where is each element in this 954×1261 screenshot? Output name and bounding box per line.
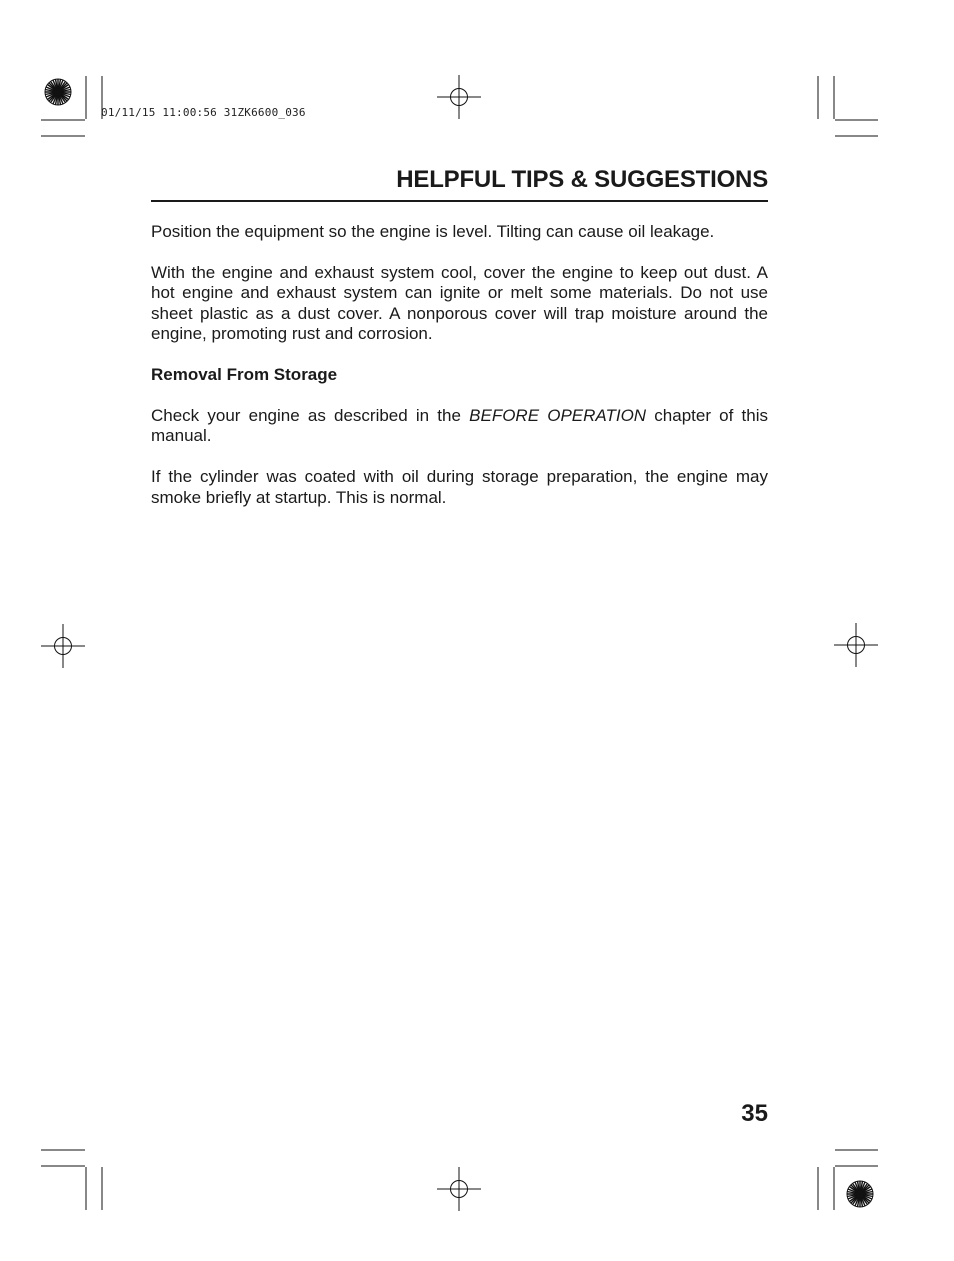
- page-title: HELPFUL TIPS & SUGGESTIONS: [396, 166, 768, 193]
- paragraph-check-engine-lead: Check your engine as described in the: [151, 405, 470, 425]
- registration-crosshair-icon: [834, 623, 878, 667]
- paragraph-check-engine-tail: chapter of this manual.: [151, 405, 768, 446]
- paragraph-level-equipment: Position the equipment so the engine is level. Tilting can cause oil leakage.: [151, 222, 715, 241]
- chapter-reference: BEFORE OPERATION: [469, 405, 647, 425]
- paragraph-dust-cover: With the engine and exhaust system cool, cover the engine to keep out dust. A hot engine and exhaust system can ignite or melt some materials. Do not use sheet plastic as a dust cover. A nonporous cover will trap moisture around the engine, promoting rust and corrosion.: [151, 262, 768, 344]
- registration-crosshair-icon: [437, 75, 481, 119]
- page-number: 35: [741, 1100, 768, 1127]
- body-text: [151, 222, 768, 529]
- registration-crosshair-icon: [437, 1167, 481, 1211]
- paragraph-check-engine: [151, 406, 768, 447]
- starburst-target-icon: [45, 79, 71, 105]
- crop-mark-bottom-left: [41, 1150, 102, 1210]
- crop-mark-top-right: [818, 76, 878, 136]
- paragraph-smoke-at-startup: If the cylinder was coated with oil during storage preparation, the engine may smoke briefly at startup. This is normal.: [151, 467, 768, 507]
- starburst-target-icon: [847, 1181, 873, 1207]
- subheading-removal-from-storage: Removal From Storage: [151, 365, 338, 385]
- print-slug: 01/11/15 11:00:56 31ZK6600_036: [101, 106, 306, 119]
- section-header: [151, 164, 768, 202]
- registration-crosshair-icon: [41, 624, 85, 668]
